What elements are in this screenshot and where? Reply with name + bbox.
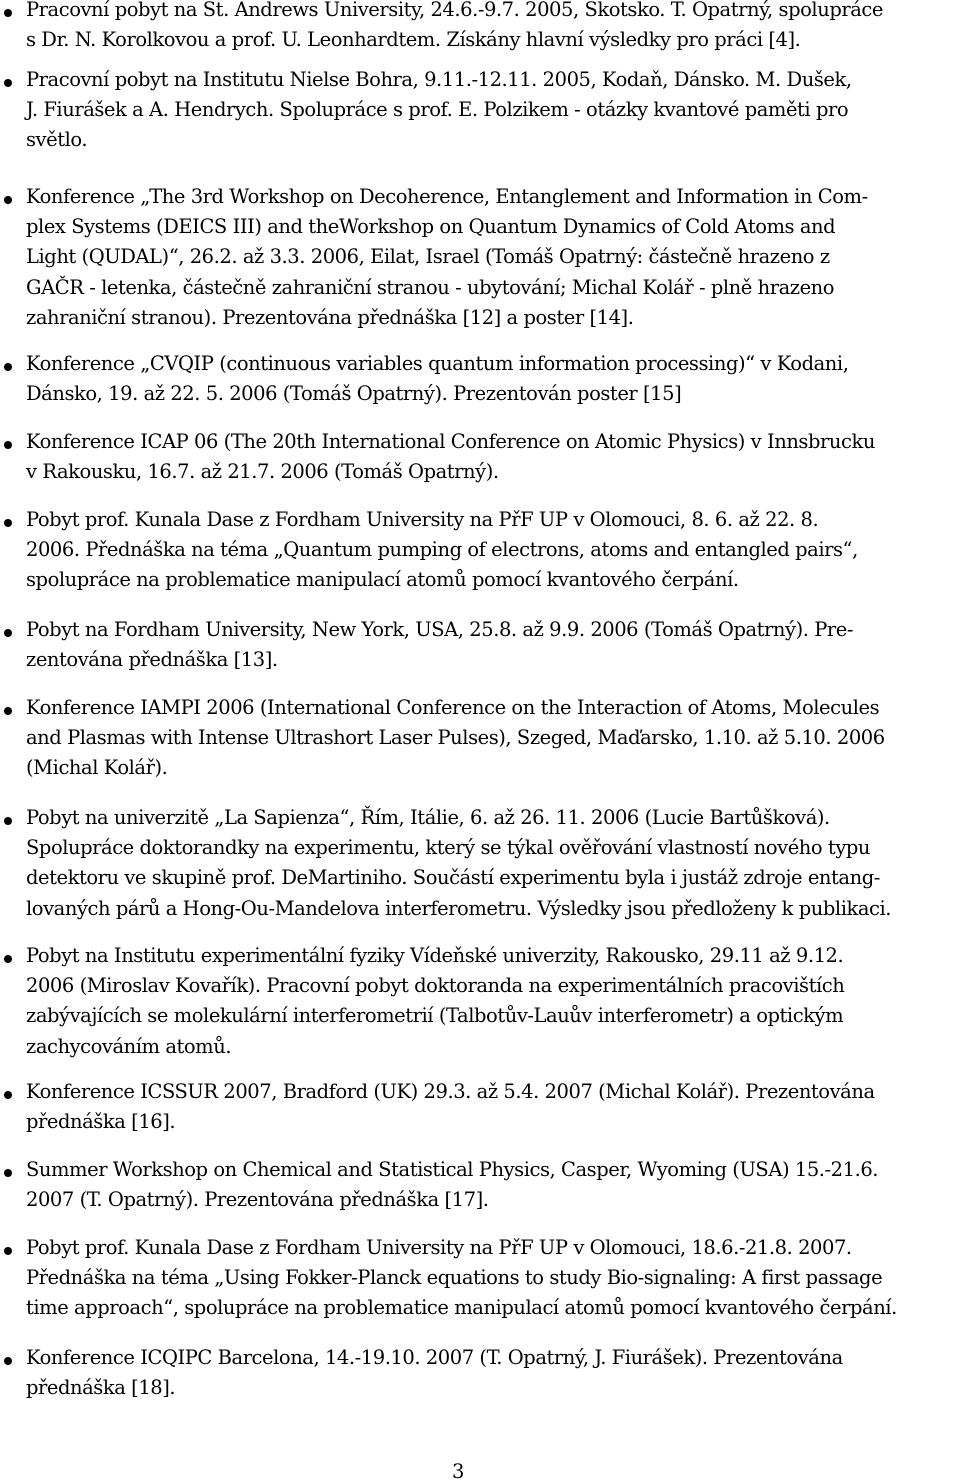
bullet-icon — [4, 1091, 12, 1099]
bullet-icon — [4, 9, 12, 17]
list-item-line: detektoru ve skupině prof. DeMartiniho. Součástí experimentu byla i justáž zdroje entang- — [26, 866, 880, 890]
list-item-line: (Michal Kolář). — [26, 756, 168, 780]
list-item-line: s Dr. N. Korolkovou a prof. U. Leonhardtem. Získány hlavní výsledky pro práci [4]. — [26, 28, 801, 52]
list-item-line: Pracovní pobyt na Institutu Nielse Bohra, 9.11.-12.11. 2005, Kodaň, Dánsko. M. Dušek, — [26, 68, 852, 91]
list-item-line: zahraniční stranou). Prezentována přednáška [12] a poster [14]. — [26, 305, 634, 329]
list-item-line: Pobyt na Fordham University, New York, USA, 25.8. až 9.9. 2006 (Tomáš Opatrný). Pre- — [26, 618, 854, 641]
list-item-line: Dánsko, 19. až 22. 5. 2006 (Tomáš Opatrný). Prezentován poster [15] — [26, 382, 682, 406]
bullet-icon — [4, 955, 12, 963]
list-item-line: Spolupráce doktorandky na experimentu, který se týkal ověřování vlastností nového typu — [26, 836, 871, 860]
list-item-line: Konference ICSSUR 2007, Bradford (UK) 29.3. až 5.4. 2007 (Michal Kolář). Prezentována — [26, 1080, 875, 1103]
list-item-line: Pobyt na univerzitě „La Sapienza“, Řím, Itálie, 6. až 26. 11. 2006 (Lucie Bartůšková). — [26, 806, 830, 829]
bullet-icon — [4, 817, 12, 825]
list-item-line: zachycováním atomů. — [26, 1034, 232, 1058]
bullet-icon — [4, 363, 12, 371]
list-item-line: Konference IAMPI 2006 (International Conference on the Interaction of Atoms, Molecules — [26, 696, 880, 719]
list-item-line: přednáška [18]. — [26, 1376, 176, 1400]
bullet-icon — [4, 1357, 12, 1365]
list-item-line: Summer Workshop on Chemical and Statistical Physics, Casper, Wyoming (USA) 15.-21.6. — [26, 1158, 879, 1181]
list-item-line: Pobyt prof. Kunala Dase z Fordham University na PřF UP v Olomouci, 18.6.-21.8. 2007. — [26, 1236, 852, 1259]
list-item-line: Konference ICAP 06 (The 20th International Conference on Atomic Physics) v Innsbrucku — [26, 430, 875, 453]
bullet-icon — [4, 1169, 12, 1177]
list-item-line: 2006 (Miroslav Kovařík). Pracovní pobyt doktoranda na experimentálních pracovištích — [26, 974, 845, 998]
list-item-line: světlo. — [26, 128, 88, 152]
list-item-line: Přednáška na téma „Using Fokker-Planck equations to study Bio-signaling: A first passage — [26, 1266, 883, 1290]
list-item-line: zabývajících se molekulární interferometrií (Talbotův-Lauův interferometr) a optickým — [26, 1004, 844, 1028]
list-item-line: J. Fiurášek a A. Hendrych. Spolupráce s prof. E. Polzikem - otázky kvantové paměti pro — [26, 98, 849, 122]
bullet-icon — [4, 79, 12, 87]
list-item-line: Pracovní pobyt na St. Andrews University, 24.6.-9.7. 2005, Skotsko. T. Opatrný, spolupráce — [26, 0, 883, 21]
list-item-line: Pobyt prof. Kunala Dase z Fordham University na PřF UP v Olomouci, 8. 6. až 22. 8. — [26, 508, 819, 531]
list-item-line: spolupráce na problematice manipulací atomů pomocí kvantového čerpání. — [26, 568, 739, 592]
list-item-line: Konference „CVQIP (continuous variables quantum information processing)“ v Kodani, — [26, 352, 849, 375]
list-item-line: v Rakousku, 16.7. až 21.7. 2006 (Tomáš Opatrný). — [26, 460, 499, 484]
bullet-icon — [4, 1247, 12, 1255]
list-item-line: Pobyt na Institutu experimentální fyziky Vídeňské univerzity, Rakousko, 29.11 až 9.12. — [26, 944, 844, 967]
page-number: 3 — [452, 1460, 465, 1483]
bullet-icon — [4, 519, 12, 527]
bullet-icon — [4, 441, 12, 449]
list-item-line: plex Systems (DEICS III) and theWorkshop on Quantum Dynamics of Cold Atoms and — [26, 215, 836, 239]
list-item-line: Konference „The 3rd Workshop on Decoherence, Entanglement and Information in Com- — [26, 185, 868, 208]
list-item-line: GAČR - letenka, částečně zahraniční stranou - ubytování; Michal Kolář - plně hrazeno — [26, 275, 835, 299]
bullet-icon — [4, 196, 12, 204]
bullet-icon — [4, 707, 12, 715]
list-item-line: time approach“, spolupráce na problematice manipulací atomů pomocí kvantového čerpání. — [26, 1296, 897, 1320]
list-item-line: 2007 (T. Opatrný). Prezentována přednáška [17]. — [26, 1188, 489, 1212]
list-item-line: Light (QUDAL)“, 26.2. až 3.3. 2006, Eilat, Israel (Tomáš Opatrný: částečně hrazeno z — [26, 245, 830, 269]
list-item-line: Konference ICQIPC Barcelona, 14.-19.10. 2007 (T. Opatrný, J. Fiurášek). Prezentována — [26, 1346, 843, 1369]
list-item-line: and Plasmas with Intense Ultrashort Laser Pulses), Szeged, Maďarsko, 1.10. až 5.10. 2006 — [26, 726, 885, 750]
list-item-line: lovaných párů a Hong-Ou-Mandelova interferometru. Výsledky jsou předloženy k publikaci. — [26, 896, 892, 920]
list-item-line: 2006. Přednáška na téma „Quantum pumping of electrons, atoms and entangled pairs“, — [26, 538, 858, 562]
bullet-icon — [4, 629, 12, 637]
list-item-line: přednáška [16]. — [26, 1110, 176, 1134]
list-item-line: zentována přednáška [13]. — [26, 648, 278, 672]
